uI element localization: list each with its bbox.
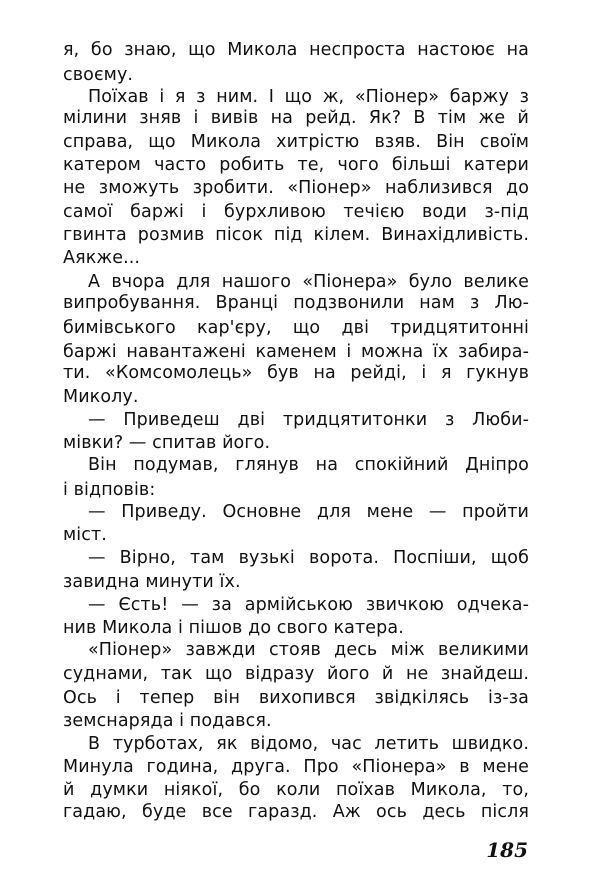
text-line: катером часто робить те, чого більші катери [63, 155, 529, 175]
text-line: Ось і тепер він вихопився звідкілясь із-за [63, 688, 529, 708]
text-line: гвинта розмив пісок під кілем. Винахідливість. [63, 225, 529, 245]
text-line: — Єсть! — за армійською звичкою одчека- [88, 595, 529, 615]
text-line: гадаю, буде все гаразд. Аж ось десь після [63, 802, 529, 822]
text-line: не зможуть зробити. «Піонер» наблизився до [63, 178, 529, 198]
text-line: міст. [63, 525, 107, 545]
text-line: випробування. Вранці подзвонили нам з Лю- [63, 293, 529, 313]
text-line: й думки ніякої, бо коли поїхав Микола, то, [63, 780, 529, 800]
text-line: мівки? — спитав його. [63, 433, 271, 453]
text-line: Миколу. [63, 387, 139, 407]
text-line: своєму. [63, 65, 134, 85]
text-line: Аякже... [63, 248, 141, 268]
text-line: я, бо знаю, що Микола неспроста настоює на [63, 40, 529, 60]
text-line: «Піонер» завжди стояв десь між великими [88, 640, 529, 660]
text-line: Минула година, друга. Про «Піонера» в мене [63, 757, 529, 777]
text-line: самої баржі і бурхливою течією води з-під [63, 202, 529, 222]
text-line: нив Микола і пішов до свого катера. [63, 618, 404, 638]
text-line: мілини зняв і вивів на рейд. Як? В тім же й [63, 108, 529, 128]
text-line: В турботах, як відомо, час летить швидко. [88, 734, 529, 754]
text-line: Він подумав, глянув на спокійний Дніпро [88, 455, 529, 475]
text-line: і відповів: [63, 480, 156, 500]
text-line: ти. «Комсомолець» був на рейді, і я гукнув [63, 363, 529, 383]
text-line: — Вірно, там вузькі ворота. Поспіши, щоб [88, 548, 529, 568]
text-line: А вчора для нашого «Піонера» було велике [88, 272, 529, 292]
text-line: земснаряда і подався. [63, 711, 272, 731]
text-line: завидна минути їх. [63, 572, 241, 592]
text-line: справа, що Микола хитрістю взяв. Він своїм [63, 132, 529, 152]
text-line: бимівського кар'єру, що дві тридцятитонні [63, 318, 529, 338]
text-line: — Приведеш дві тридцятитонки з Люби- [88, 410, 529, 430]
page-number: 185 [486, 838, 528, 862]
text-line: Поїхав і я з ним. І що ж, «Піонер» баржу з [88, 87, 529, 107]
text-line: — Приведу. Основне для мене — пройти [88, 502, 529, 522]
text-line: суднами, так що відразу його й не знайдеш. [63, 664, 529, 684]
text-line: баржі навантажені каменем і можна їх забира- [63, 342, 529, 362]
